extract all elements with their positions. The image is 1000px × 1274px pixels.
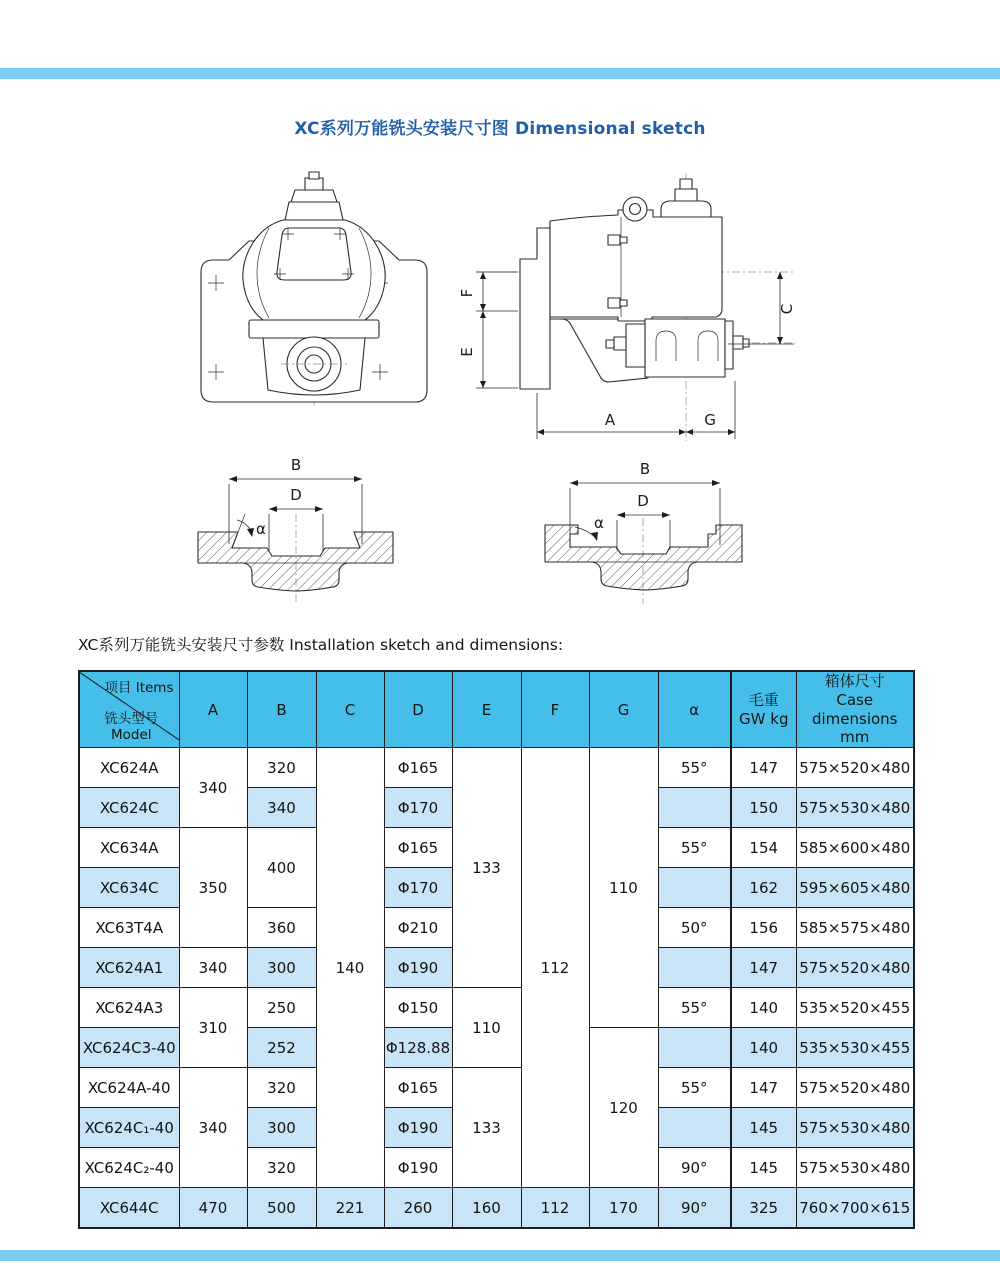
dim-label-alpha: α (594, 514, 604, 532)
value-cell: Φ210 (384, 908, 452, 948)
value-cell: 147 (731, 748, 796, 788)
col-header-b: B (247, 671, 316, 748)
model-cell: XC634A (79, 828, 179, 868)
model-cell: XC624C3-40 (79, 1028, 179, 1068)
header-row (79, 671, 914, 748)
value-cell: Φ190 (384, 1148, 452, 1188)
value-cell: Φ150 (384, 988, 452, 1028)
model-cell: XC624C (79, 788, 179, 828)
bottom-accent-bar (0, 1250, 1000, 1261)
dim-label-alpha: α (256, 520, 266, 538)
value-cell: Φ165 (384, 828, 452, 868)
col-header-alpha: α (658, 671, 731, 748)
value-cell: 470 (179, 1188, 247, 1229)
value-cell (658, 868, 731, 908)
model-cell: XC624A3 (79, 988, 179, 1028)
value-cell: 110 (589, 748, 658, 1028)
value-cell: Φ170 (384, 788, 452, 828)
value-cell: 160 (452, 1188, 521, 1229)
value-cell: 140 (731, 988, 796, 1028)
value-cell (658, 1108, 731, 1148)
value-cell: 140 (316, 748, 384, 1188)
value-cell: 145 (731, 1148, 796, 1188)
value-cell: 133 (452, 1068, 521, 1188)
value-cell: 585×575×480 (796, 908, 914, 948)
cross-section-step-drawing (530, 440, 792, 620)
value-cell: 112 (521, 748, 589, 1188)
value-cell: 90° (658, 1148, 731, 1188)
value-cell (658, 948, 731, 988)
value-cell: 760×700×615 (796, 1188, 914, 1229)
table-row (79, 748, 914, 788)
dim-label-e: E (458, 347, 476, 357)
value-cell: 575×520×480 (796, 948, 914, 988)
value-cell: 360 (247, 908, 316, 948)
value-cell: 133 (452, 748, 521, 988)
table-caption: XC系列万能铣头安装尺寸参数 Installation sketch and dimensions: (78, 636, 564, 654)
value-cell: 170 (589, 1188, 658, 1229)
value-cell: 320 (247, 1068, 316, 1108)
value-cell: 55° (658, 748, 731, 788)
model-cell: XC63T4A (79, 908, 179, 948)
value-cell: 535×520×455 (796, 988, 914, 1028)
front-view-drawing (183, 170, 445, 415)
value-cell: 500 (247, 1188, 316, 1229)
dim-label-b: B (639, 460, 651, 478)
value-cell: 340 (179, 948, 247, 988)
col-header-f: F (521, 671, 589, 748)
value-cell: 575×520×480 (796, 748, 914, 788)
value-cell: 340 (179, 1068, 247, 1188)
dim-label-c: C (778, 303, 796, 315)
value-cell: 400 (247, 828, 316, 908)
value-cell: Φ170 (384, 868, 452, 908)
top-accent-bar (0, 68, 1000, 79)
value-cell: Φ128.88 (384, 1028, 452, 1068)
model-cell: XC624A (79, 748, 179, 788)
dim-label-d: D (290, 486, 302, 504)
value-cell: 147 (731, 1068, 796, 1108)
value-cell: 575×530×480 (796, 788, 914, 828)
value-cell: 110 (452, 988, 521, 1068)
model-cell: XC634C (79, 868, 179, 908)
value-cell: 575×520×480 (796, 1068, 914, 1108)
table-body (79, 748, 914, 1229)
col-header-g: G (589, 671, 658, 748)
cross-section-bevel-drawing (180, 440, 440, 620)
table-row (79, 1068, 914, 1108)
value-cell: 575×530×480 (796, 1108, 914, 1148)
value-cell: 260 (384, 1188, 452, 1229)
dim-label-g: G (704, 411, 716, 429)
value-cell: 156 (731, 908, 796, 948)
value-cell: Φ165 (384, 1068, 452, 1108)
value-cell: 300 (247, 1108, 316, 1148)
value-cell: 140 (731, 1028, 796, 1068)
dim-label-d: D (637, 492, 649, 510)
value-cell: 340 (247, 788, 316, 828)
model-cell: XC624A-40 (79, 1068, 179, 1108)
table-row (79, 988, 914, 1028)
model-cell: XC644C (79, 1188, 179, 1229)
value-cell: 535×530×455 (796, 1028, 914, 1068)
value-cell: 310 (179, 988, 247, 1068)
value-cell: 252 (247, 1028, 316, 1068)
value-cell: 585×600×480 (796, 828, 914, 868)
value-cell: 320 (247, 1148, 316, 1188)
col-header-case: 箱体尺寸 Case dimensions mm (796, 671, 914, 748)
dim-label-b: B (290, 456, 302, 474)
table-row (79, 1188, 914, 1229)
value-cell: 147 (731, 948, 796, 988)
value-cell: 340 (179, 748, 247, 828)
value-cell: 350 (179, 828, 247, 948)
value-cell: 250 (247, 988, 316, 1028)
page-title: XC系列万能铣头安装尺寸图 Dimensional sketch (294, 119, 706, 139)
value-cell: 162 (731, 868, 796, 908)
dimension-table (78, 670, 915, 1229)
dim-label-f: F (458, 288, 476, 298)
value-cell: 120 (589, 1028, 658, 1188)
value-cell: 595×605×480 (796, 868, 914, 908)
value-cell: 575×530×480 (796, 1148, 914, 1188)
value-cell: 325 (731, 1188, 796, 1229)
value-cell: 50° (658, 908, 731, 948)
value-cell: 221 (316, 1188, 384, 1229)
value-cell: 320 (247, 748, 316, 788)
value-cell: 150 (731, 788, 796, 828)
col-header-gw: 毛重 GW kg (731, 671, 796, 748)
value-cell: 154 (731, 828, 796, 868)
model-cell: XC624C₁-40 (79, 1108, 179, 1148)
col-header-d: D (384, 671, 452, 748)
model-cell: XC624A1 (79, 948, 179, 988)
value-cell (658, 788, 731, 828)
model-label: 铣头型号Model (104, 711, 159, 743)
value-cell: Φ190 (384, 948, 452, 988)
value-cell: 55° (658, 1068, 731, 1108)
value-cell: 55° (658, 988, 731, 1028)
items-label: 项目 Items (104, 680, 174, 696)
col-header-a: A (179, 671, 247, 748)
value-cell: 55° (658, 828, 731, 868)
value-cell: 145 (731, 1108, 796, 1148)
model-cell: XC624C₂-40 (79, 1148, 179, 1188)
side-view-drawing (458, 169, 802, 453)
value-cell: Φ190 (384, 1108, 452, 1148)
value-cell: Φ165 (384, 748, 452, 788)
items-model-header (79, 671, 179, 748)
col-header-c: C (316, 671, 384, 748)
value-cell: 112 (521, 1188, 589, 1229)
value-cell: 300 (247, 948, 316, 988)
dim-label-a: A (604, 411, 616, 429)
col-header-e: E (452, 671, 521, 748)
value-cell: 90° (658, 1188, 731, 1229)
value-cell (658, 1028, 731, 1068)
